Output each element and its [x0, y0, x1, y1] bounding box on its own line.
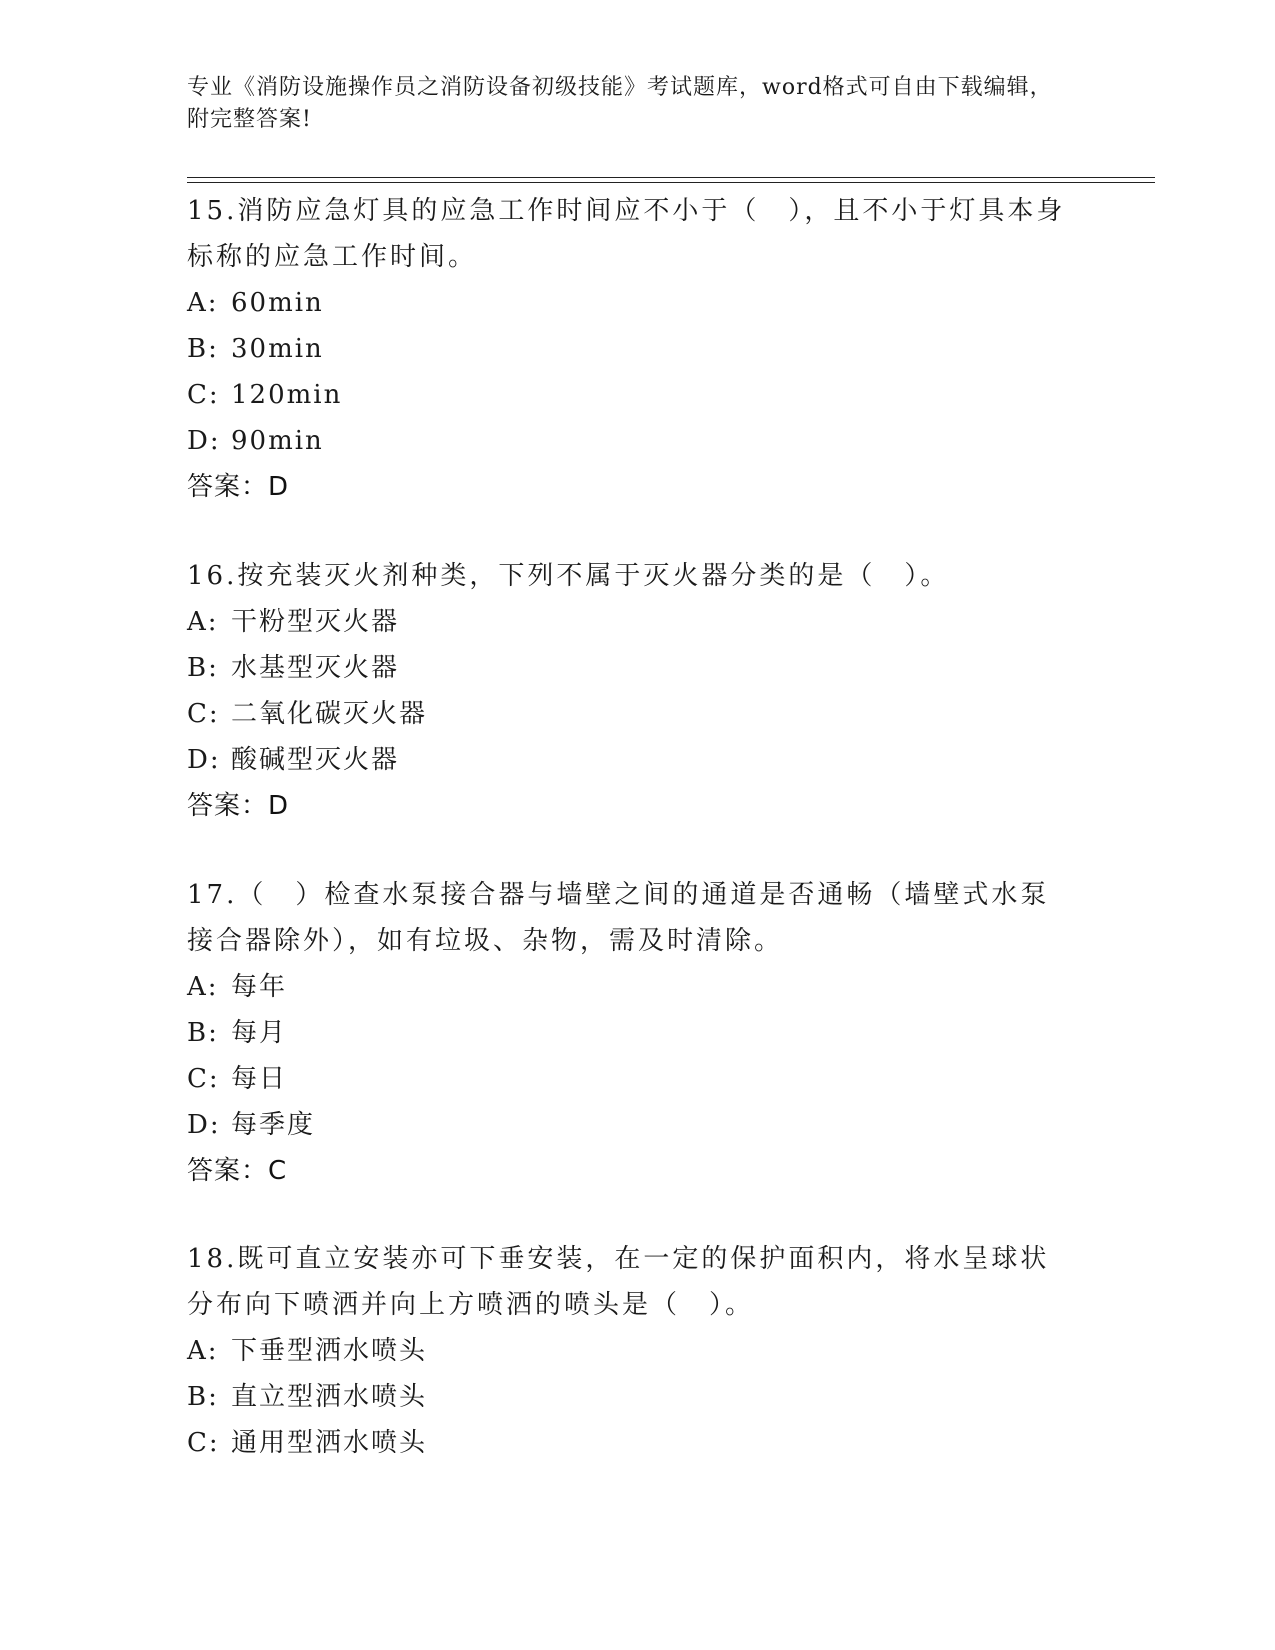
option-letter: A: — [187, 607, 219, 637]
option-d — [187, 737, 1067, 783]
option-b — [187, 1374, 1067, 1420]
option-d — [187, 1102, 1067, 1148]
option-c — [187, 1420, 1067, 1466]
question-stem: 18.既可直立安装亦可下垂安装，在一定的保护面积内，将水呈球状分布向下喷洒并向上方喷洒的喷头是（ ）。 — [187, 1244, 1050, 1320]
option-text: 通用型洒水喷头 — [231, 1428, 428, 1458]
option-text: 二氧化碳灭火器 — [231, 699, 428, 729]
option-c — [187, 691, 1067, 737]
option-b — [187, 1010, 1067, 1056]
option-text: 直立型洒水喷头 — [231, 1382, 428, 1412]
question-stem: 16.按充装灭火剂种类，下列不属于灭火器分类的是（ ）。 — [187, 561, 950, 591]
option-c — [187, 372, 1067, 418]
option-letter: A: — [187, 972, 219, 1002]
option-c — [187, 1056, 1067, 1102]
option-letter: C: — [187, 1064, 220, 1094]
option-text: 每日 — [231, 1064, 288, 1094]
option-letter: B: — [187, 1018, 219, 1048]
question-16 — [187, 553, 1067, 829]
option-text: 每季度 — [231, 1110, 316, 1140]
document-header: 专业《消防设施操作员之消防设备初级技能》考试题库，word格式可自由下载编辑，附完整答案! — [187, 75, 1053, 132]
option-text: 下垂型洒水喷头 — [231, 1336, 428, 1366]
question-17 — [187, 872, 1067, 1194]
option-text: 90min — [231, 426, 324, 456]
option-a — [187, 964, 1067, 1010]
option-text: 120min — [231, 380, 343, 410]
option-text: 水基型灭火器 — [231, 653, 400, 683]
option-letter: A: — [187, 288, 219, 318]
option-d — [187, 418, 1067, 464]
option-a — [187, 1328, 1067, 1374]
option-text: 30min — [231, 334, 324, 364]
option-text: 酸碱型灭火器 — [231, 745, 400, 775]
option-text: 每年 — [231, 972, 288, 1002]
header-divider-top — [187, 177, 1155, 178]
option-text: 60min — [231, 288, 324, 318]
question-stem: 17.（ ）检查水泵接合器与墙壁之间的通道是否通畅（墙壁式水泵接合器除外），如有垃圾、杂物，需及时清除。 — [187, 880, 1050, 956]
option-b — [187, 645, 1067, 691]
option-letter: B: — [187, 334, 219, 364]
option-letter: D: — [187, 426, 221, 456]
header-divider-bottom — [187, 182, 1155, 183]
option-a — [187, 280, 1067, 326]
option-letter: C: — [187, 1428, 220, 1458]
option-letter: D: — [187, 745, 221, 775]
answer-line: 答案：D — [187, 791, 290, 821]
option-letter: B: — [187, 1382, 219, 1412]
answer-line: 答案：D — [187, 472, 290, 502]
question-stem: 15.消防应急灯具的应急工作时间应不小于（ ），且不小于灯具本身标称的应急工作时间。 — [187, 196, 1066, 272]
option-letter: C: — [187, 380, 220, 410]
option-text: 每月 — [231, 1018, 288, 1048]
option-b — [187, 326, 1067, 372]
option-letter: D: — [187, 1110, 221, 1140]
option-a — [187, 599, 1067, 645]
question-15 — [187, 188, 1067, 510]
option-letter: A: — [187, 1336, 219, 1366]
option-letter: B: — [187, 653, 219, 683]
question-18 — [187, 1236, 1067, 1466]
answer-line: 答案：C — [187, 1156, 288, 1186]
option-text: 干粉型灭火器 — [231, 607, 400, 637]
option-letter: C: — [187, 699, 220, 729]
